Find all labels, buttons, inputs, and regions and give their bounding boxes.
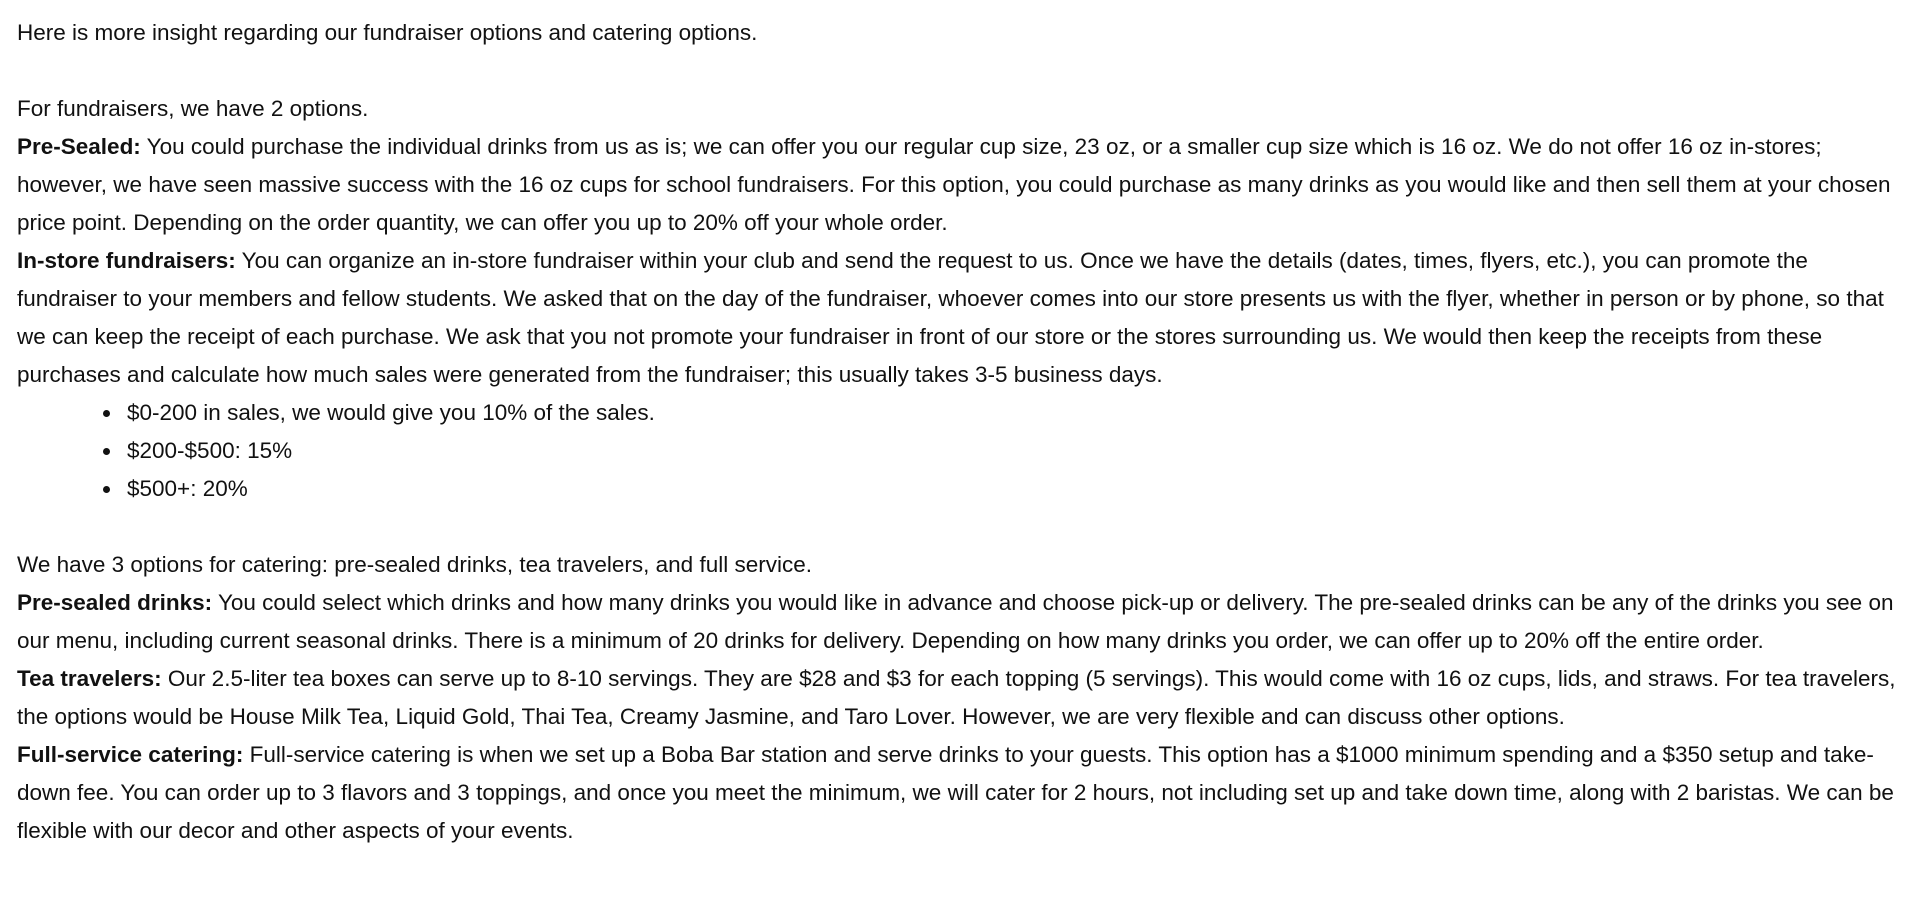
blank-line: [17, 508, 1907, 546]
catering-heading: We have 3 options for catering: pre-sealed drinks, tea travelers, and full service.: [17, 552, 812, 577]
intro-paragraph: Here is more insight regarding our fundraiser options and catering options.: [17, 20, 758, 45]
pre-sealed-drinks-paragraph: [17, 584, 1907, 660]
pre-sealed-drinks-label: Pre-sealed drinks:: [17, 590, 213, 615]
in-store-text: You can organize an in-store fundraiser within your club and send the request to us. Once we have the details (dates, times, flyers, etc.), you can promote the fundraiser to your members and fellow students. We asked that on the day of the fundraiser, whoever comes into our store presents us with the flyer, whether in person or by phone, so that we can keep the receipt of each purchase. We ask that you not promote your fundraiser in front of our store or the stores surrounding us. We would then keep the receipts from these purchases and calculate how much sales were generated from the fundraiser; this usually takes 3-5 business days.: [17, 248, 1884, 387]
list-item: • $200-$500: 15%: [123, 432, 1907, 470]
tea-travelers-label: Tea travelers:: [17, 666, 162, 691]
pre-sealed-drinks-text: You could select which drinks and how many drinks you would like in advance and choose pick-up or delivery. The pre-sealed drinks can be any of the drinks you see on our menu, including current seasonal drinks. There is a minimum of 20 drinks for delivery. Depending on how many drinks you order, we can offer up to 20% off the entire order.: [17, 590, 1894, 653]
pre-sealed-text: You could purchase the individual drinks from us as is; we can offer you our regular cup size, 23 oz, or a smaller cup size which is 16 oz. We do not offer 16 oz in-stores; however, we have seen massive success with the 16 oz cups for school fundraisers. For this option, you could purchase as many drinks as you would like and then sell them at your chosen price point. Depending on the order quantity, we can offer you up to 20% off your whole order.: [17, 134, 1891, 235]
pre-sealed-paragraph: [17, 128, 1907, 242]
list-item: • $500+: 20%: [123, 470, 1907, 508]
fundraiser-tier-list: [17, 394, 1907, 508]
tea-travelers-text: Our 2.5-liter tea boxes can serve up to 8-10 servings. They are $28 and $3 for each topping (5 servings). This would come with 16 oz cups, lids, and straws. For tea travelers, the options would be House Milk Tea, Liquid Gold, Thai Tea, Creamy Jasmine, and Taro Lover. However, we are very flexible and can discuss other options.: [17, 666, 1896, 729]
blank-line: [17, 52, 1907, 90]
in-store-label: In-store fundraisers:: [17, 248, 236, 273]
tea-travelers-paragraph: [17, 660, 1907, 736]
document-body: [17, 14, 1907, 850]
in-store-paragraph: [17, 242, 1907, 394]
full-service-text: Full-service catering is when we set up a Boba Bar station and serve drinks to your guests. This option has a $1000 minimum spending and a $350 setup and take-down fee. You can order up to 3 flavors and 3 toppings, and once you meet the minimum, we will cater for 2 hours, not including set up and take down time, along with 2 baristas. We can be flexible with our decor and other aspects of your events.: [17, 742, 1894, 843]
full-service-paragraph: [17, 736, 1907, 850]
fundraisers-heading: For fundraisers, we have 2 options.: [17, 96, 369, 121]
list-item: • $0-200 in sales, we would give you 10% of the sales.: [123, 394, 1907, 432]
pre-sealed-label: Pre-Sealed:: [17, 134, 141, 159]
full-service-label: Full-service catering:: [17, 742, 244, 767]
